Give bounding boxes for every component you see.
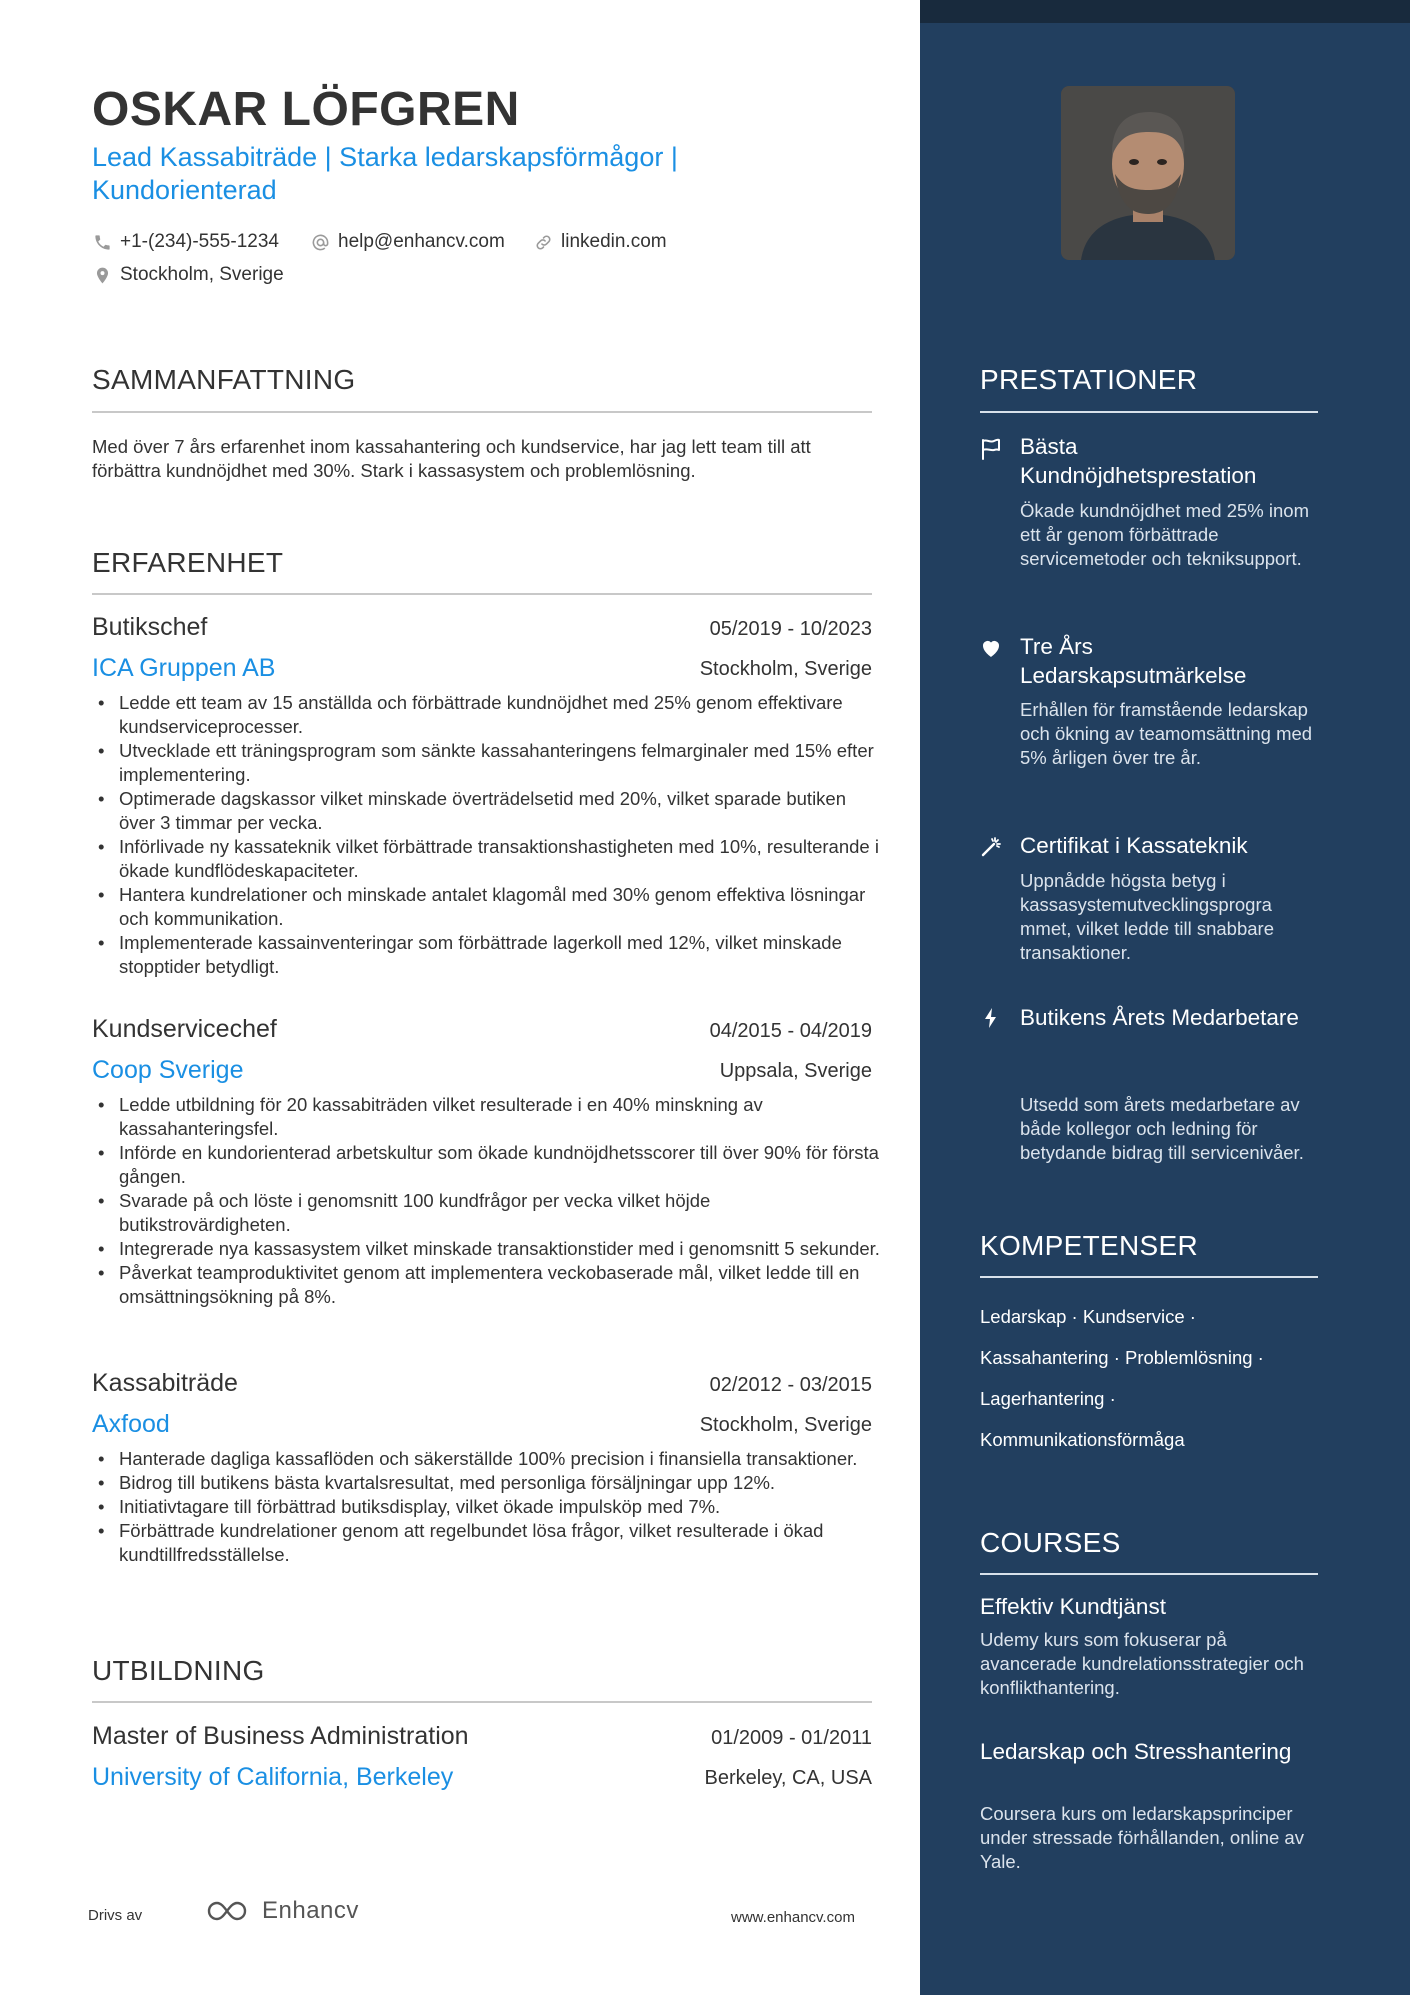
candidate-name: OSKAR LÖFGREN [92, 83, 520, 136]
education-title: UTBILDNING [92, 1655, 265, 1686]
powered-by-label: Drivs av [88, 1907, 143, 1924]
job-location: Stockholm, Sverige [699, 1414, 872, 1436]
location-pin-icon [92, 265, 112, 285]
skills-line [980, 1378, 1318, 1419]
bullet-item: • Hantera kundrelationer och minskade antalet klagomål med 30% genom effektiva lösningar och kommunikation. [92, 883, 882, 931]
courses-divider [980, 1573, 1318, 1575]
skill-separator: · [1066, 1306, 1083, 1327]
sidebar-top-bar [920, 0, 1410, 23]
contact-linkedin[interactable] [533, 231, 667, 253]
job-title: Kundservicechef [92, 1015, 277, 1043]
job-bullets [92, 1447, 882, 1567]
summary-text: Med över 7 års erfarenhet inom kassahantering och kundservice, har jag lett team till att förbättra kundnöjdhet med 30%. Stark i kassasystem och problemlösning. [92, 436, 811, 481]
phone-icon [92, 232, 112, 252]
skill-separator: · [1108, 1347, 1126, 1368]
skills-divider [980, 1276, 1318, 1278]
skill-separator: · [1252, 1347, 1264, 1368]
phone-text: +1-(234)-555-1234 [120, 231, 279, 252]
achievements-title: PRESTATIONER [980, 364, 1198, 395]
infinity-logo-icon [206, 1898, 256, 1924]
skills-title: KOMPETENSER [980, 1230, 1199, 1261]
bullet-item: • Bidrog till butikens bästa kvartalsresultat, med personliga försäljningar upp 12%. [92, 1471, 882, 1495]
achievement-desc: Utsedd som årets medarbetare av både kollegor och ledning för betydande bidrag till servicenivåer. [1020, 1094, 1304, 1163]
job-company: ICA Gruppen AB [92, 654, 276, 682]
bullet-item: • Införlivade ny kassateknik vilket förbättrade transaktionshastigheten med 10%, resulterande i ökade kundflödeskapaciteter. [92, 835, 882, 883]
lightning-icon [978, 1005, 1004, 1031]
bullet-item: • Påverkat teamproduktivitet genom att implementera veckobaserade mål, vilket ledde till en omsättningsökning på 8%. [92, 1261, 882, 1309]
achievement-title: Butikens Årets Medarbetare [1020, 1005, 1299, 1030]
course-title: Effektiv Kundtjänst [980, 1594, 1166, 1619]
education-divider [92, 1701, 872, 1703]
achievement-title: Certifikat i Kassateknik [1020, 833, 1248, 858]
bullet-item: • Förbättrade kundrelationer genom att regelbundet lösa frågor, vilket resulterade i ökad kundtillfredsställelse. [92, 1519, 882, 1567]
bullet-item: • Implementerade kassainventeringar som förbättrade lagerkoll med 12%, vilket minskade stopptider betydligt. [92, 931, 882, 979]
candidate-headline: Lead Kassabiträde | Starka ledarskapsförmågor | Kundorienterad [92, 142, 678, 205]
skill-item: Problemlösning [1125, 1347, 1253, 1368]
skill-item: Ledarskap [980, 1306, 1067, 1327]
contact-email[interactable] [310, 231, 505, 253]
courses-title: COURSES [980, 1527, 1121, 1558]
bullet-item: • Initiativtagare till förbättrad butiksdisplay, vilket ökade impulsköp med 7%. [92, 1495, 882, 1519]
job-location: Uppsala, Sverige [719, 1060, 872, 1082]
skill-item: Kundservice [1082, 1306, 1185, 1327]
footer-url[interactable]: www.enhancv.com [731, 1909, 855, 1926]
course-title: Ledarskap och Stresshantering [980, 1739, 1292, 1764]
achievement-desc: Uppnådde högsta betyg i kassasystemutvecklingsprogra mmet, vilket ledde till snabbare transaktioner. [1020, 870, 1274, 963]
bullet-item: • Utvecklade ett träningsprogram som sänkte kassahanteringens felmarginaler med 15% efter implementering. [92, 739, 882, 787]
experience-divider [92, 593, 872, 595]
achievement-title: Tre Års Ledarskapsutmärkelse [1020, 634, 1247, 688]
experience-title: ERFARENHET [92, 547, 284, 578]
at-sign-icon [310, 232, 330, 252]
achievement-title: Bästa Kundnöjdhetsprestation [1020, 434, 1257, 488]
job-title: Butikschef [92, 613, 208, 641]
contact-location [92, 264, 284, 286]
summary-divider [92, 411, 872, 413]
education-school: University of California, Berkeley [92, 1763, 454, 1791]
job-location: Stockholm, Sverige [699, 658, 872, 680]
heart-icon [978, 635, 1004, 661]
bullet-item: • Ledde utbildning för 20 kassabiträden vilket resulterade i en 40% minskning av kassahanteringsfel. [92, 1093, 882, 1141]
job-bullets [92, 691, 882, 979]
job-company: Axfood [92, 1410, 170, 1438]
summary-title: SAMMANFATTNING [92, 364, 356, 395]
course-desc: Udemy kurs som fokuserar på avancerade kundrelationsstrategier och konflikthantering. [980, 1629, 1304, 1698]
enhancv-logo[interactable] [206, 1897, 359, 1925]
skill-separator: · [1104, 1388, 1116, 1409]
skill-item: Kassahantering [980, 1347, 1109, 1368]
job-bullets [92, 1093, 882, 1309]
bullet-item: • Integrerade nya kassasystem vilket minskade transaktionstider med i genomsnitt 5 sekunder. [92, 1237, 882, 1261]
bullet-item: • Optimerade dagskassor vilket minskade överträdelsetid med 20%, vilket sparade butiken över 3 timmar per vecka. [92, 787, 882, 835]
education-location: Berkeley, CA, USA [704, 1767, 872, 1789]
skills-line [980, 1296, 1318, 1337]
skill-item: Lagerhantering [980, 1388, 1105, 1409]
achievement-desc: Erhållen för framstående ledarskap och ökning av teamomsättning med 5% årligen över tre år. [1020, 699, 1313, 768]
job-dates: 05/2019 - 10/2023 [709, 618, 872, 640]
email-text: help@enhancv.com [338, 231, 505, 252]
bullet-item: • Ledde ett team av 15 anställda och förbättrade kundnöjdhet med 25% genom effektivare kundserviceprocesser. [92, 691, 882, 739]
contact-phone [92, 231, 279, 253]
course-desc: Coursera kurs om ledarskapsprinciper under stressade förhållanden, online av Yale. [980, 1803, 1304, 1872]
job-dates: 04/2015 - 04/2019 [709, 1020, 872, 1042]
skills-list [980, 1296, 1318, 1460]
achievements-divider [980, 411, 1318, 413]
magic-wand-icon [978, 834, 1004, 860]
brand-name: Enhancv [262, 1897, 359, 1924]
skill-separator: · [1184, 1306, 1196, 1327]
bullet-item: • Hanterade dagliga kassaflöden och säkerställde 100% precision i finansiella transaktioner. [92, 1447, 882, 1471]
link-icon [533, 232, 553, 252]
linkedin-text: linkedin.com [561, 231, 667, 252]
job-title: Kassabiträde [92, 1369, 238, 1397]
flag-icon [978, 436, 1004, 462]
skills-line [980, 1419, 1318, 1460]
education-degree: Master of Business Administration [92, 1722, 469, 1750]
job-company: Coop Sverige [92, 1056, 244, 1084]
bullet-item: • Svarade på och löste i genomsnitt 100 kundfrågor per vecka vilket höjde butikstrovärdigheten. [92, 1189, 882, 1237]
bullet-item: • Införde en kundorienterad arbetskultur som ökade kundnöjdhetsscorer till över 90% för första gången. [92, 1141, 882, 1189]
education-dates: 01/2009 - 01/2011 [711, 1727, 872, 1749]
location-text: Stockholm, Sverige [120, 264, 284, 285]
skill-item: Kommunikationsförmåga [980, 1429, 1185, 1450]
profile-photo [1061, 86, 1235, 260]
achievement-desc: Ökade kundnöjdhet med 25% inom ett år genom förbättrade servicemetoder och tekniksupport. [1020, 500, 1309, 569]
job-dates: 02/2012 - 03/2015 [709, 1374, 872, 1396]
skills-line [980, 1337, 1318, 1378]
